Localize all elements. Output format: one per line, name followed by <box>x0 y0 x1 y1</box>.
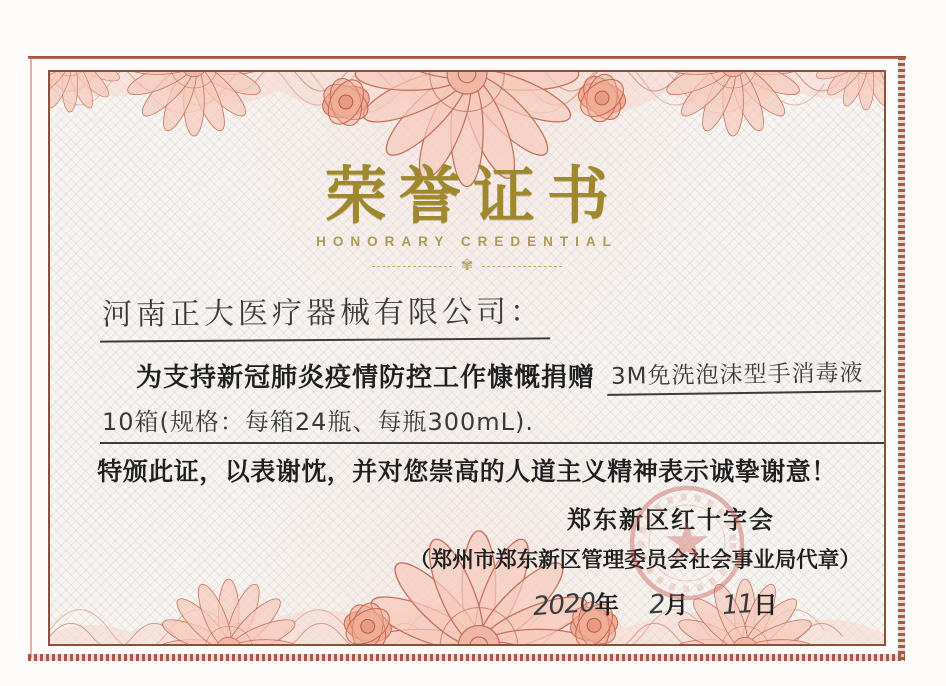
date-day-handwritten: 11 <box>721 588 755 622</box>
closing-text: 特颁此证，以表谢忱，并对您崇高的人道主义精神表示诚挚谢意！ <box>97 459 837 486</box>
issuer-note: （郑州市郑东新区管理委员会社会事业局代章） <box>409 548 861 572</box>
donation-item-handwritten: 3M免洗泡沫型手消毒液 <box>607 354 882 396</box>
floral-ornament-icon: ✾ <box>460 258 474 274</box>
divider-line-right <box>482 266 562 267</box>
outer-border-bottom <box>28 654 905 661</box>
title-divider <box>50 259 884 274</box>
donation-detail-handwritten: 10箱(规格：每箱24瓶、每瓶300mL). <box>100 402 886 444</box>
certificate-subtitle: HONORARY CREDENTIAL <box>316 234 618 249</box>
certificate-frame <box>48 70 886 646</box>
date-line <box>400 585 870 623</box>
outer-border-right <box>898 58 905 660</box>
date-month-handwritten: 2 <box>647 589 666 621</box>
issuer-name: 郑东新区红十字会 <box>567 508 775 534</box>
signature-block <box>400 500 870 623</box>
body-prefix-text: 为支持新冠肺炎疫情防控工作慷慨捐赠 <box>136 363 596 392</box>
date-month-unit: 月 <box>664 593 689 619</box>
certificate-title: 荣誉证书 <box>324 163 621 231</box>
recipient-name: 河南正大医疗器械有限公司： <box>100 286 550 342</box>
date-year-handwritten: 2020 <box>531 587 596 623</box>
date-day-unit: 日 <box>753 593 778 619</box>
outer-border-left <box>30 58 32 658</box>
divider-line-left <box>372 266 452 267</box>
body-line-1 <box>136 356 881 394</box>
outer-border-top <box>28 56 906 59</box>
date-year-unit: 年 <box>594 593 619 619</box>
